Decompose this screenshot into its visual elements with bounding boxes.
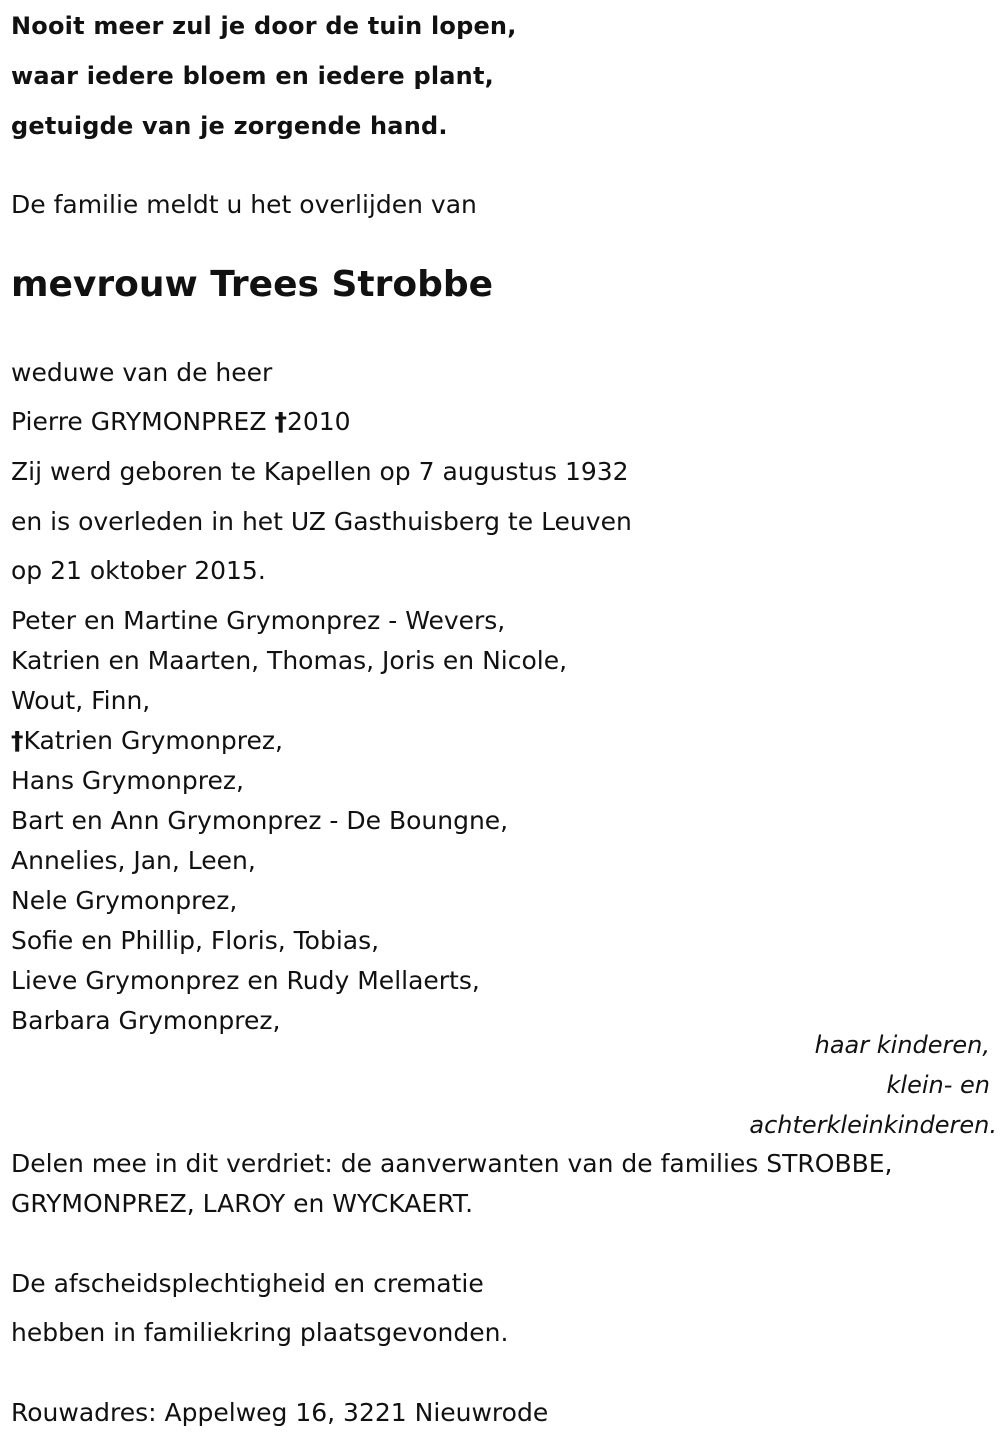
death-text-2: op 21 oktober 2015. <box>11 556 266 585</box>
family-member: Bart en Ann Grymonprez - De Boungne, <box>11 806 509 835</box>
family-member: Annelies, Jan, Leen, <box>11 846 256 875</box>
relation-line: achterkleinkinderen. <box>749 1111 997 1139</box>
spouse-death-year: 2010 <box>286 407 351 436</box>
cross-icon: † <box>274 407 287 436</box>
spouse-line <box>11 407 351 437</box>
family-member: Nele Grymonprez, <box>11 886 238 915</box>
relation-line: haar kinderen, <box>814 1031 990 1059</box>
birth-text: Zij werd geboren te Kapellen op 7 augustus 1932 <box>11 457 629 486</box>
family-member: Peter en Martine Grymonprez - Wevers, <box>11 606 506 635</box>
verse-line-2: waar iedere bloem en iedere plant, <box>11 62 494 90</box>
death-text-1: en is overleden in het UZ Gasthuisberg te Leuven <box>11 507 632 536</box>
ceremony-text-1: De afscheidsplechtigheid en crematie <box>11 1269 484 1298</box>
spouse-name: Pierre GRYMONPREZ <box>11 407 267 436</box>
family-member: Sofie en Phillip, Floris, Tobias, <box>11 926 380 955</box>
verse-line-3: getuigde van je zorgende hand. <box>11 112 448 140</box>
family-member: Barbara Grymonprez, <box>11 1006 281 1035</box>
deceased-name: mevrouw Trees Strobbe <box>11 264 494 305</box>
family-member-name: Katrien Grymonprez, <box>23 726 283 755</box>
relatives-text-2: GRYMONPREZ, LAROY en WYCKAERT. <box>11 1189 474 1218</box>
family-member: Lieve Grymonprez en Rudy Mellaerts, <box>11 966 480 995</box>
family-member-deceased <box>11 726 283 756</box>
ceremony-text-2: hebben in familiekring plaatsgevonden. <box>11 1318 509 1347</box>
relatives-text-1: Delen mee in dit verdriet: de aanverwanten van de families STROBBE, <box>11 1149 893 1178</box>
family-member: Hans Grymonprez, <box>11 766 244 795</box>
verse-line-1: Nooit meer zul je door de tuin lopen, <box>11 12 517 40</box>
relation-line: klein- en <box>886 1071 990 1099</box>
announcement-text: De familie meldt u het overlijden van <box>11 190 477 219</box>
family-member: Wout, Finn, <box>11 686 151 715</box>
spouse-intro: weduwe van de heer <box>11 358 273 387</box>
family-member: Katrien en Maarten, Thomas, Joris en Nicole, <box>11 646 568 675</box>
mourning-address: Rouwadres: Appelweg 16, 3221 Nieuwrode <box>11 1398 549 1427</box>
cross-icon: † <box>11 726 24 755</box>
